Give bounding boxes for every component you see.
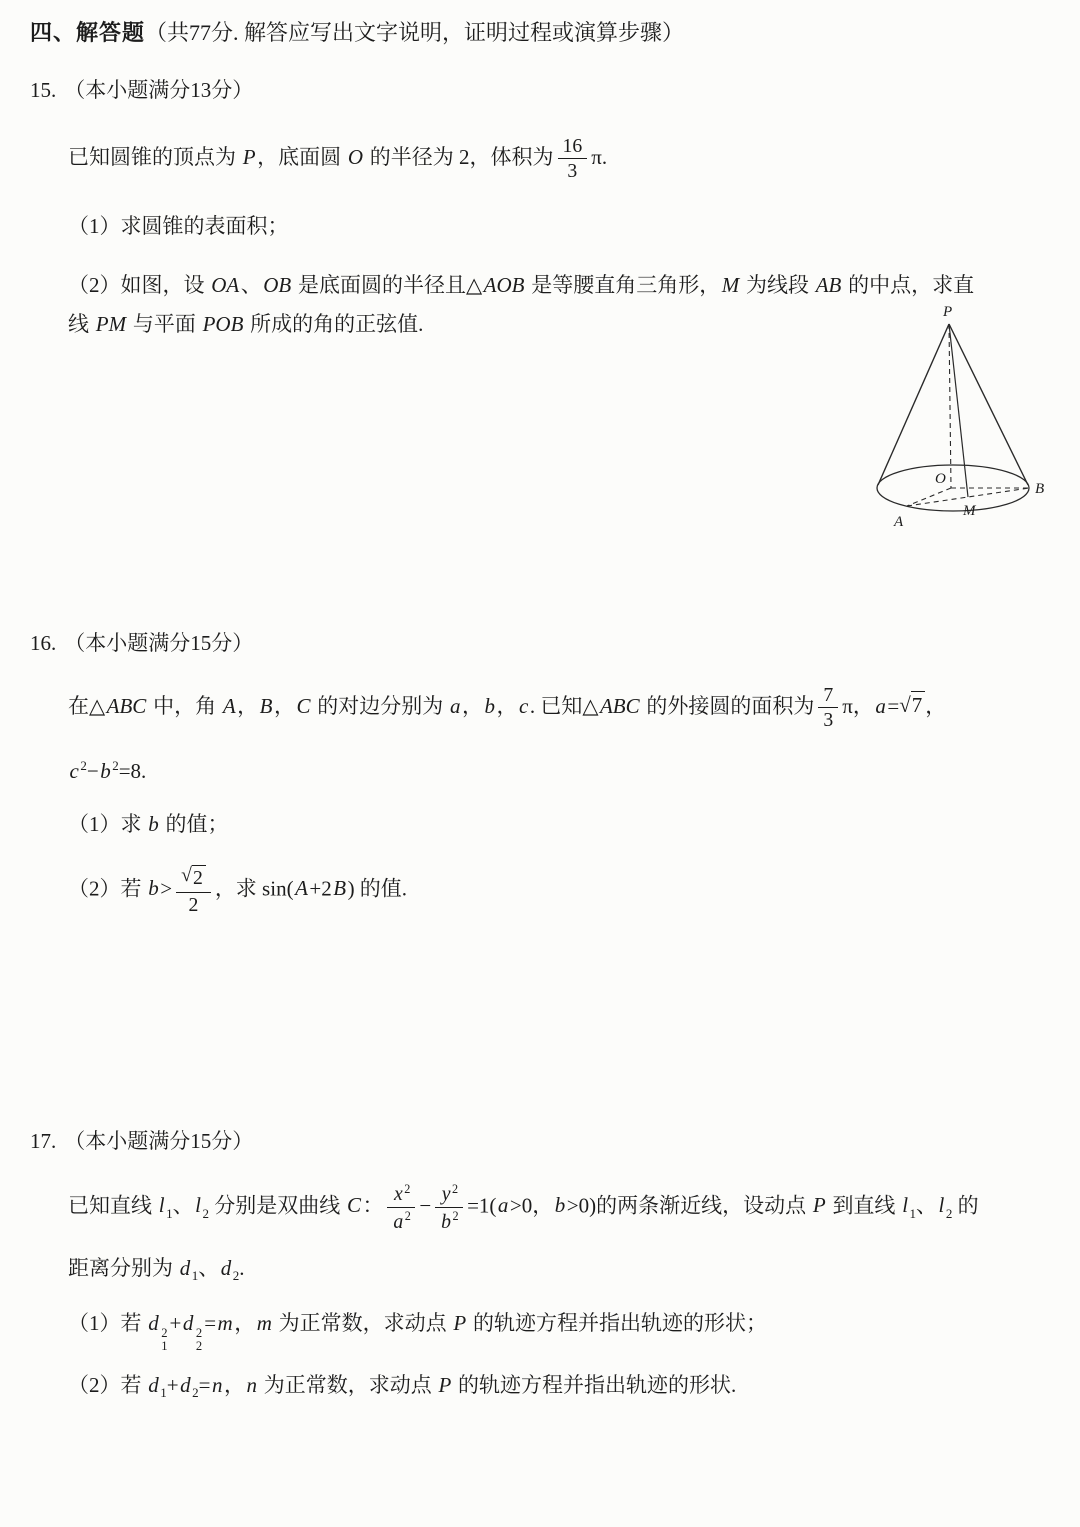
axis-PO-dashed (949, 324, 951, 488)
p15-question-2-line2: 线 PM 与平面 POB 所成的角的正弦值. (68, 312, 424, 337)
problem-16 (30, 628, 1050, 916)
problem-17 (30, 1126, 1050, 1403)
problem-15-score: （本小题满分13分） (64, 78, 254, 102)
p16-question-1: （1）求 b 的值； (68, 812, 229, 837)
section-header (30, 16, 1050, 49)
figure-label-A: A (894, 514, 904, 530)
figure-label-M: M (963, 503, 976, 519)
problem-15-heading (30, 75, 1050, 107)
cone-left-edge (878, 324, 949, 485)
p17-stem-line1: 已知直线 l $_1$、l $_2$ 分别是双曲线 C： $\frac{x ^2}{a ^2}$ − $\frac{y ^2}{b ^2}$ =1(a>0，b>0)的两条渐近线，设动点 P 到直线 l $_1$、l $_2$ 的 (68, 1181, 979, 1233)
p17-stem-line2: 距离分别为 d $_1$、d $_2$. (68, 1256, 245, 1284)
figure-label-P: P (943, 304, 953, 320)
cone-figure (861, 302, 1066, 547)
p16-stem-line2: c $^2$−b $^2$=8. (69, 757, 147, 783)
problem-17-score: （本小题满分15分） (64, 1129, 254, 1154)
problem-17-heading (30, 1126, 1050, 1158)
problem-16-number: 16. (30, 631, 57, 656)
p17-question-2: （2）若 d $_1$+d $_2$=n，n 为正常数，求动点 P 的轨迹方程并指出轨迹的形状. (68, 1373, 737, 1401)
figure-label-B: B (1035, 481, 1045, 497)
p17-question-1: （1）若 d 2 1 +d 2 2 =m，m 为正常数，求动点 P 的轨迹方程并指出轨迹的形状； (68, 1311, 767, 1353)
p15-question-2-line1: （2）如图，设 OA、OB 是底面圆的半径且△AOB 是等腰直角三角形，M 为线段 AB 的中点，求直 (68, 273, 975, 298)
segment-PM (949, 324, 968, 497)
problem-15-number: 15. (30, 78, 57, 102)
p15-stem: 已知圆锥的顶点为 P，底面圆 O 的半径为 2，体积为 $\frac{16}{3}$ π. (68, 134, 608, 183)
section-note: （共77分. 解答应写出文字说明，证明过程或演算步骤） (145, 20, 685, 45)
figure-label-O: O (935, 471, 946, 487)
problem-16-score: （本小题满分15分） (64, 631, 254, 656)
p16-stem-line1: 在△ABC 中，角 A，B，C 的对边分别为 a，b，c. 已知△ABC 的外接圆的面积为 $\frac{7}{3}$ π，a= √ 7 ， (68, 683, 947, 732)
problem-16-heading (30, 628, 1050, 660)
p15-question-1: （1）求圆锥的表面积； (68, 213, 289, 238)
cone-figure-svg (861, 302, 1066, 547)
cone-right-edge (949, 324, 1028, 485)
problem-17-number: 17. (30, 1129, 57, 1154)
section-title: 四、解答题 (30, 20, 146, 45)
p16-question-2: （2）若 b> √ 2 2 ，求 sin(A+2B) 的值. (68, 863, 408, 916)
